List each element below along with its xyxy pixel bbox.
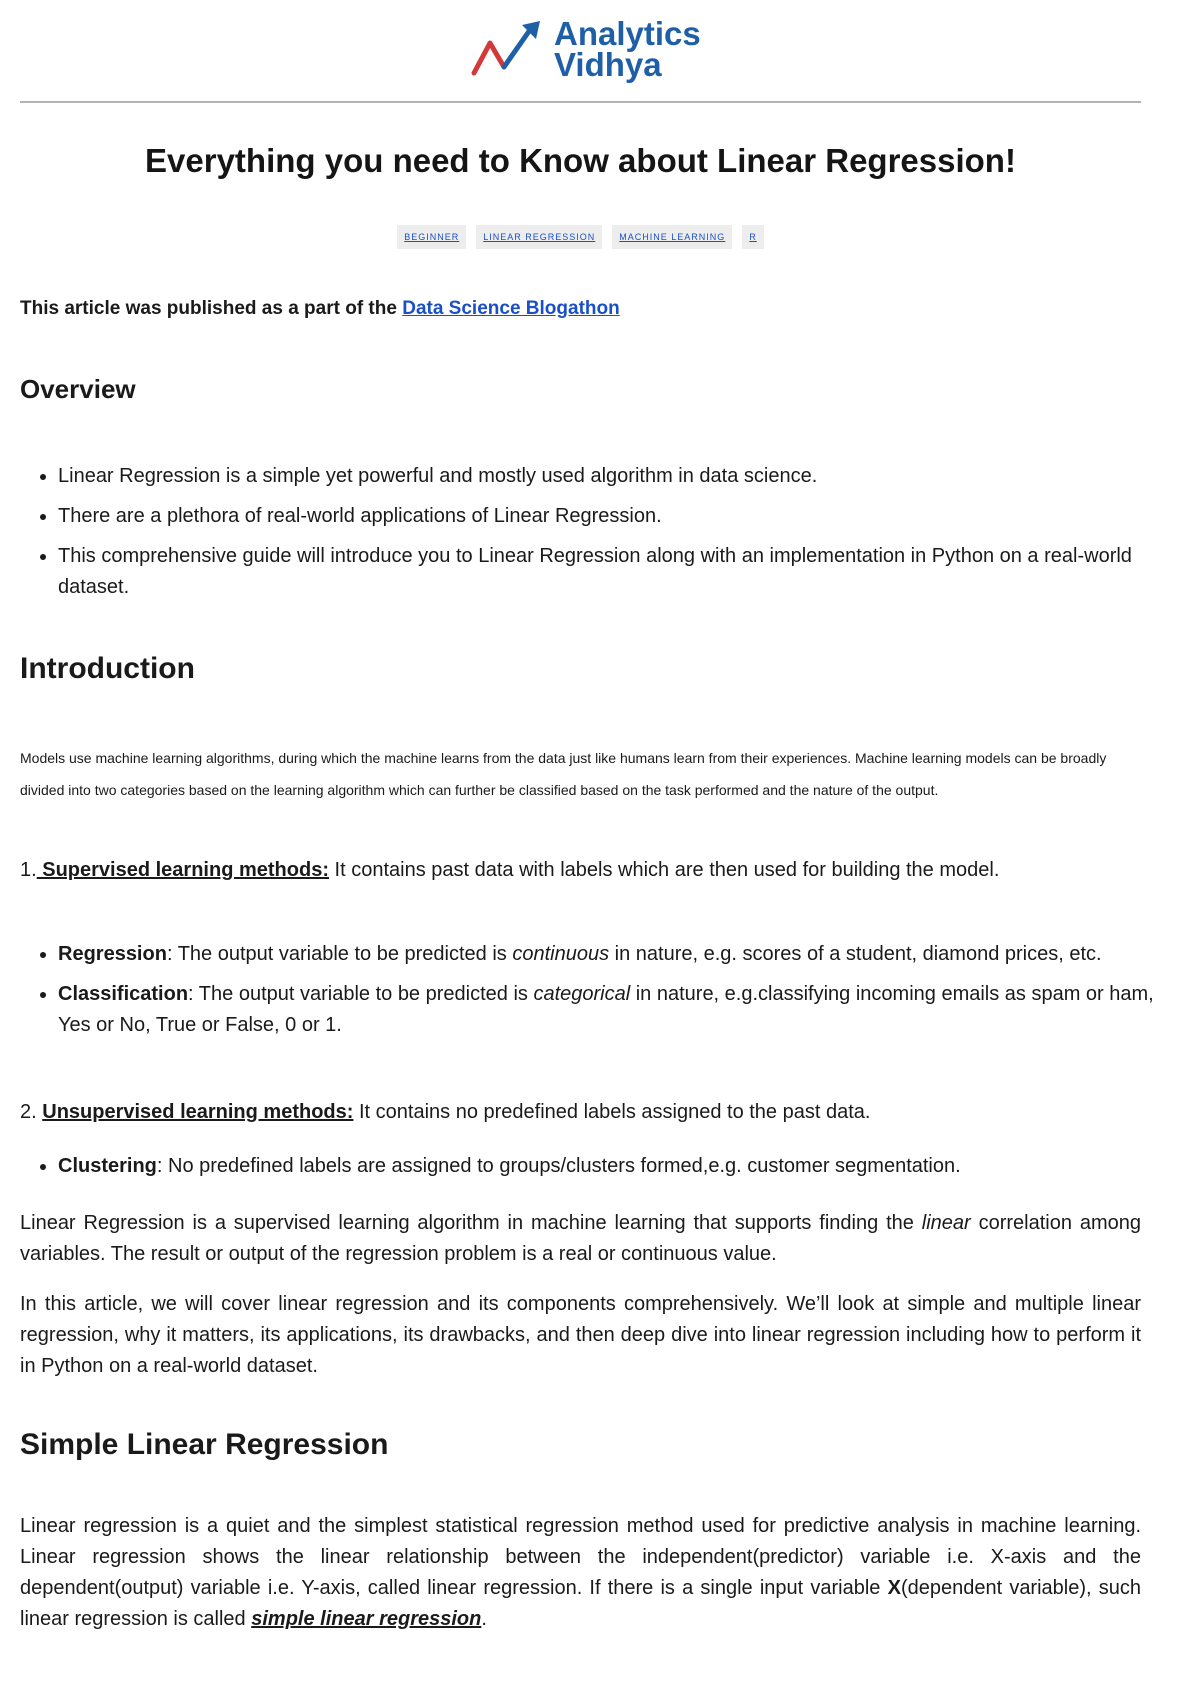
published-note	[20, 298, 1141, 320]
overview-list	[20, 461, 1179, 612]
unsupervised-label: Unsupervised learning methods:	[42, 1101, 354, 1123]
linear-emphasis: linear	[921, 1212, 971, 1234]
classification-text-1: : The output variable to be predicted is	[188, 983, 534, 1005]
supervised-paragraph	[20, 855, 1141, 886]
published-prefix: This article was published as a part of the	[20, 298, 403, 319]
logo-line-2: Vidhya	[554, 46, 662, 83]
header-divider	[20, 101, 1141, 103]
supervised-number: 1.	[20, 859, 37, 881]
supervised-text: It contains past data with labels which are then used for building the model.	[328, 859, 1000, 881]
logo-wordmark	[554, 15, 701, 83]
simple-linear-regression-link[interactable]: simple linear regression	[251, 1608, 482, 1630]
unsupervised-number: 2.	[20, 1101, 43, 1123]
tag-beginner[interactable]: BEGINNER	[397, 225, 466, 249]
linear-text-1: Linear Regression is a supervised learning algorithm in machine learning that supports finding the	[20, 1212, 922, 1234]
classification-emphasis: categorical	[533, 983, 631, 1005]
blogathon-link[interactable]: Data Science Blogathon	[402, 298, 620, 319]
simple-linear-regression-paragraph	[20, 1511, 1141, 1635]
slr-text-1: Linear regression is a quiet and the simplest statistical regression method used for predictive analysis in machine learning. Linear regression shows the linear relationship between the independent(predictor) variable i.e. X-axis and the dependent(output) variable i.e. Y-axis, called linear regression. If there is a single input variable	[20, 1515, 1141, 1599]
clustering-term: Clustering	[58, 1155, 157, 1177]
overview-bullet-3: • This comprehensive guide will introduce you to Linear Regression along with an implementation in Python on a real-world dataset.	[58, 541, 1179, 603]
tag-r[interactable]: R	[742, 225, 764, 249]
simple-linear-regression-heading: Simple Linear Regression	[20, 1428, 389, 1461]
regression-text-2: in nature, e.g. scores of a student, diamond prices, etc.	[609, 943, 1102, 965]
slr-variable: X	[887, 1577, 901, 1599]
slr-text-2: (dependent variable), such linear regression is called	[20, 1577, 1141, 1630]
linear-regression-paragraph	[20, 1208, 1141, 1270]
supervised-label: Supervised learning methods:	[36, 859, 329, 881]
tag-list	[20, 225, 1141, 249]
logo-line-1: Analytics	[554, 15, 701, 52]
unsupervised-list	[20, 1151, 1179, 1191]
unsupervised-paragraph	[20, 1097, 1141, 1128]
classification-text-2: in nature, e.g.classifying incoming emails as spam or ham, Yes or No, True or False, 0 or 1.	[58, 983, 1154, 1036]
overview-heading: Overview	[20, 374, 136, 404]
supervised-list	[20, 939, 1179, 1050]
linear-text-2: correlation among variables. The result or output of the regression problem is a real or continuous value.	[20, 1212, 1141, 1265]
overview-bullet-1: • Linear Regression is a simple yet powerful and mostly used algorithm in data science.	[58, 461, 1179, 492]
classification-term: Classification	[58, 983, 189, 1005]
intro-paragraph: Models use machine learning algorithms, during which the machine learns from the data just like humans learn from their experiences. Machine learning models can be broadly divided into two categories based on the learning algorithm which can further be classified based on the task performed and the nature of the output.	[20, 750, 1107, 798]
tag-machine-learning[interactable]: MACHINE LEARNING	[612, 225, 732, 249]
classification-item	[58, 979, 1179, 1041]
regression-emphasis: continuous	[512, 943, 610, 965]
introduction-heading: Introduction	[20, 652, 195, 685]
regression-term: Regression	[58, 943, 167, 965]
regression-item	[58, 939, 1179, 970]
article-title: Everything you need to Know about Linear Regression!	[145, 142, 1016, 179]
tag-linear-regression[interactable]: LINEAR REGRESSION	[476, 225, 602, 249]
regression-text-1: : The output variable to be predicted is	[166, 943, 513, 965]
logo-chart-icon	[470, 19, 548, 79]
clustering-item	[58, 1151, 1179, 1182]
article-scope-paragraph: In this article, we will cover linear regression and its components comprehensively. We’ll look at simple and multiple linear regression, why it matters, its applications, its drawbacks, and then deep dive into linear regression including how to perform it in Python on a real-world dataset.	[20, 1293, 1141, 1377]
unsupervised-text: It contains no predefined labels assigned to the past data.	[353, 1101, 871, 1123]
overview-bullet-2: • There are a plethora of real-world applications of Linear Regression.	[58, 501, 1179, 532]
slr-text-3: .	[481, 1608, 487, 1630]
analytics-vidhya-logo[interactable]	[470, 15, 701, 83]
clustering-text: : No predefined labels are assigned to groups/clusters formed,e.g. customer segmentation.	[156, 1155, 961, 1177]
